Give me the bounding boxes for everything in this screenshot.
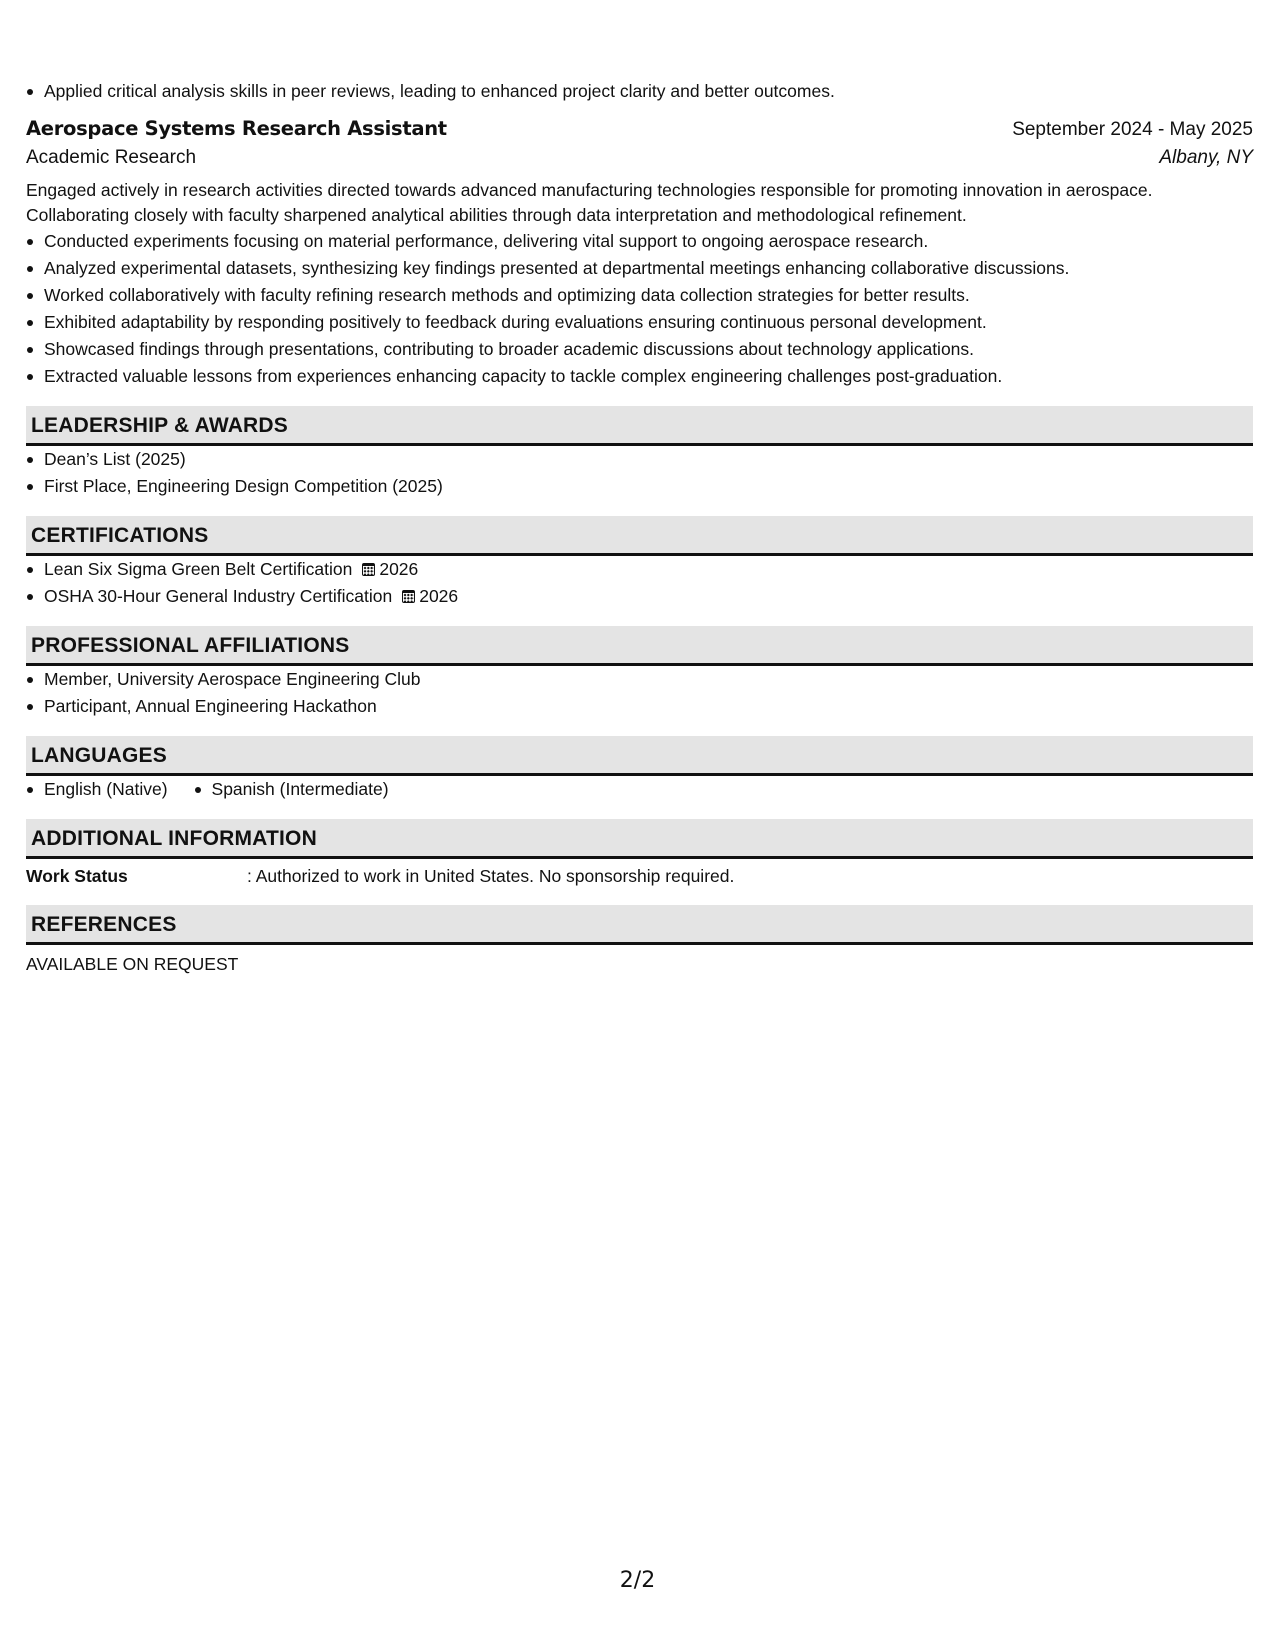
section-heading: PROFESSIONAL AFFILIATIONS	[26, 626, 1253, 666]
affiliations-list	[26, 666, 1253, 720]
list-item: Analyzed experimental datasets, synthesizing key findings presented at departmental meetings enhancing collaborative discussions.	[26, 255, 1253, 282]
certifications-list	[26, 556, 1253, 610]
references-text: AVAILABLE ON REQUEST	[26, 954, 239, 974]
job-header	[26, 117, 1253, 141]
resume-page	[26, 78, 1253, 977]
list-item	[26, 583, 1253, 610]
job-title: Aerospace Systems Research Assistant	[26, 117, 447, 140]
section-heading: REFERENCES	[26, 905, 1253, 945]
section-heading: LEADERSHIP & AWARDS	[26, 406, 1253, 446]
section-heading: CERTIFICATIONS	[26, 516, 1253, 556]
list-item: Spanish (Intermediate)	[194, 776, 389, 803]
work-status-row	[26, 863, 1253, 889]
job-bullet-list	[26, 228, 1253, 390]
leadership-section	[26, 406, 1253, 500]
section-heading: LANGUAGES	[26, 736, 1253, 776]
certification-name: Lean Six Sigma Green Belt Certification	[44, 559, 353, 579]
list-item: Exhibited adaptability by responding positively to feedback during evaluations ensuring continuous personal development.	[26, 309, 1253, 336]
list-item: Showcased findings through presentations, contributing to broader academic discussions about technology applications.	[26, 336, 1253, 363]
affiliations-section	[26, 626, 1253, 720]
list-item: Extracted valuable lessons from experiences enhancing capacity to tackle complex engineering challenges post-graduation.	[26, 363, 1253, 390]
list-item: Dean’s List (2025)	[26, 446, 1253, 473]
list-item: English (Native)	[26, 776, 168, 803]
languages-list	[26, 776, 1253, 803]
list-item: Applied critical analysis skills in peer reviews, leading to enhanced project clarity and better outcomes.	[26, 78, 1253, 105]
certification-date: 2026	[419, 586, 459, 606]
job-organization: Academic Research	[26, 147, 197, 168]
additional-info-section	[26, 819, 1253, 889]
calendar-icon	[402, 590, 415, 603]
carryover-bullet-list	[26, 78, 1253, 105]
certifications-section	[26, 516, 1253, 610]
languages-section	[26, 736, 1253, 803]
section-heading: ADDITIONAL INFORMATION	[26, 819, 1253, 859]
page-number: 2/2	[619, 1568, 656, 1593]
leadership-list	[26, 446, 1253, 500]
certification-name: OSHA 30-Hour General Industry Certification	[44, 586, 393, 606]
list-item: Conducted experiments focusing on material performance, delivering vital support to ongoing aerospace research.	[26, 228, 1253, 255]
list-item: First Place, Engineering Design Competition (2025)	[26, 473, 1253, 500]
job-entry	[26, 117, 1253, 390]
job-location: Albany, NY	[1159, 147, 1253, 168]
job-description: Engaged actively in research activities directed towards advanced manufacturing technologies responsible for promoting innovation in aerospace. Collaborating closely with faculty sharpened analytical abilities through data interpretation and methodological refinement.	[26, 180, 1153, 225]
list-item: Worked collaboratively with faculty refining research methods and optimizing data collection strategies for better results.	[26, 282, 1253, 309]
list-item: Participant, Annual Engineering Hackathon	[26, 693, 1253, 720]
job-subheader	[26, 147, 1253, 169]
work-status-value: : Authorized to work in United States. No sponsorship required.	[247, 866, 735, 886]
list-item	[26, 556, 1253, 583]
references-section	[26, 905, 1253, 977]
certification-date: 2026	[379, 559, 419, 579]
calendar-icon	[362, 563, 375, 576]
job-dates: September 2024 - May 2025	[1012, 119, 1253, 140]
work-status-label: Work Status	[26, 866, 128, 886]
list-item: Member, University Aerospace Engineering Club	[26, 666, 1253, 693]
